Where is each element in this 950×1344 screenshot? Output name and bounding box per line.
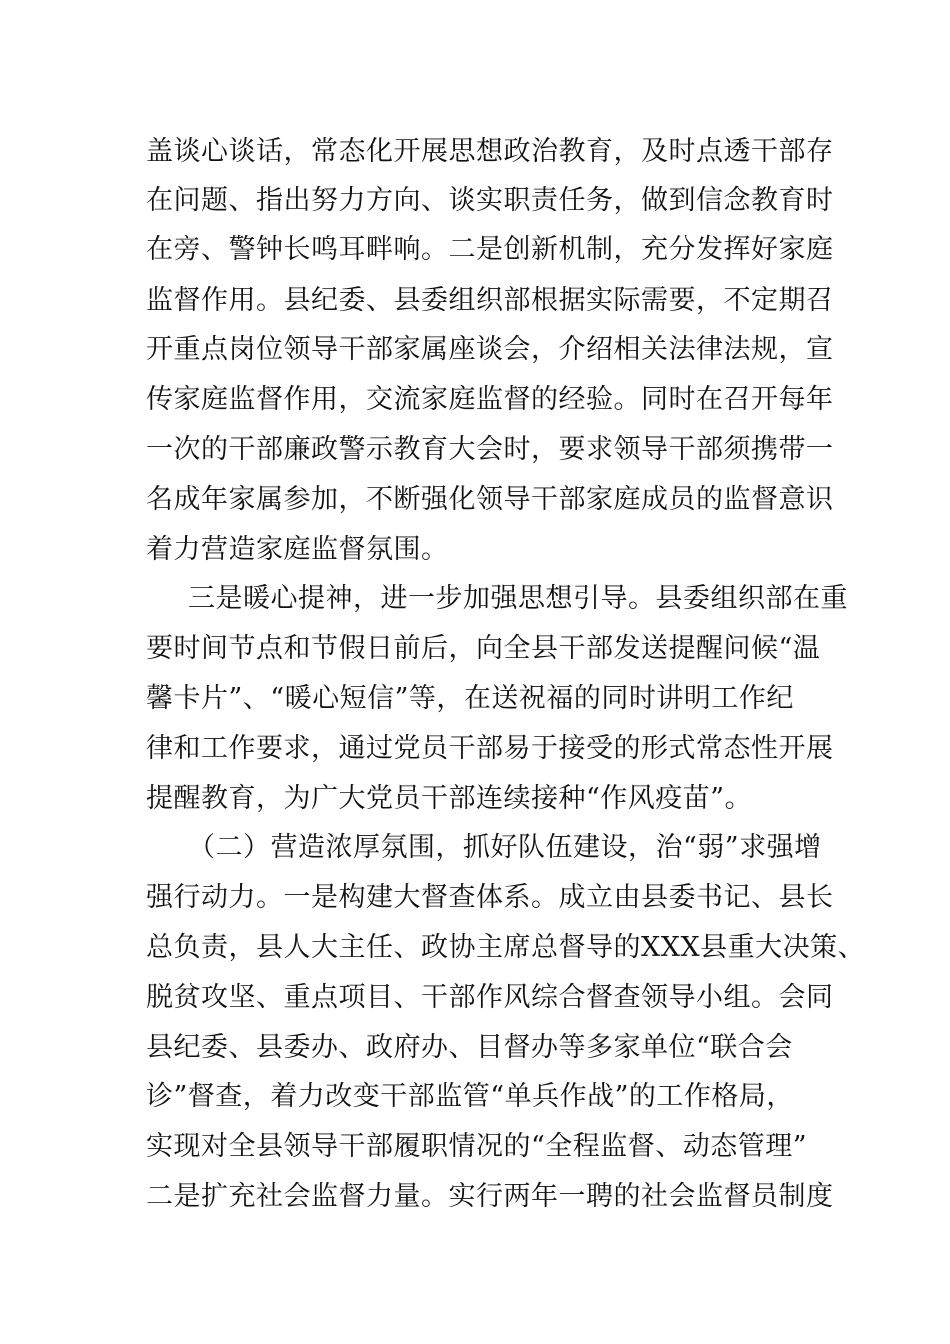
text-line: 脱贫攻坚、重点项目、干部作风综合督查领导小组。会同: [146, 982, 834, 1013]
text-line: 馨卡片”、“暖心短信”等，在送祝福的同时讲明工作纪: [146, 683, 794, 714]
text-line: 提醒教育，为广大党员干部连续接种“作风疫苗”。: [146, 783, 753, 814]
text-line: 要时间节点和节假日前后，向全县干部发送提醒问候“温: [146, 633, 821, 664]
paragraph-first-line: （二）营造浓厚氛围，抓好队伍建设，治“弱”求强增: [188, 832, 822, 863]
text-line: 在旁、警钟长鸣耳畔响。二是创新机制，充分发挥好家庭: [146, 234, 834, 265]
paragraph-first-line: 三是暖心提神，进一步加强思想引导。县委组织部在重: [188, 583, 848, 614]
text-line: 二是扩充社会监督力量。实行两年一聘的社会监督员制度: [146, 1181, 834, 1212]
text-line: 在问题、指出努力方向、谈实职责任务，做到信念教育时: [146, 185, 834, 216]
text-line: 律和工作要求，通过党员干部易于接受的形式常态性开展: [146, 733, 834, 764]
text-line: 开重点岗位领导干部家属座谈会，介绍相关法律法规，宣: [146, 334, 834, 365]
text-line: 监督作用。县纪委、县委组织部根据实际需要，不定期召: [146, 285, 834, 316]
text-line: 县纪委、县委办、政府办、目督办等多家单位“联合会: [146, 1032, 793, 1063]
text-line: 一次的干部廉政警示教育大会时，要求领导干部须携带一: [146, 434, 834, 465]
text-line: 强行动力。一是构建大督查体系。成立由县委书记、县长: [146, 882, 834, 913]
text-line: 实现对全县领导干部履职情况的“全程监督、动态管理”: [146, 1131, 808, 1162]
text-line: 总负责，县人大主任、政协主席总督导的XXX县重大决策、: [146, 932, 866, 963]
text-line: 诊”督查，着力改变干部监管“单兵作战”的工作格局，: [146, 1081, 794, 1112]
text-line: 着力营造家庭监督氛围。: [146, 534, 449, 565]
text-line: 名成年家属参加，不断强化领导干部家庭成员的监督意识: [146, 484, 834, 515]
text-line: 传家庭监督作用，交流家庭监督的经验。同时在召开每年: [146, 384, 834, 415]
text-line: 盖谈心谈话，常态化开展思想政治教育，及时点透干部存: [146, 136, 834, 167]
